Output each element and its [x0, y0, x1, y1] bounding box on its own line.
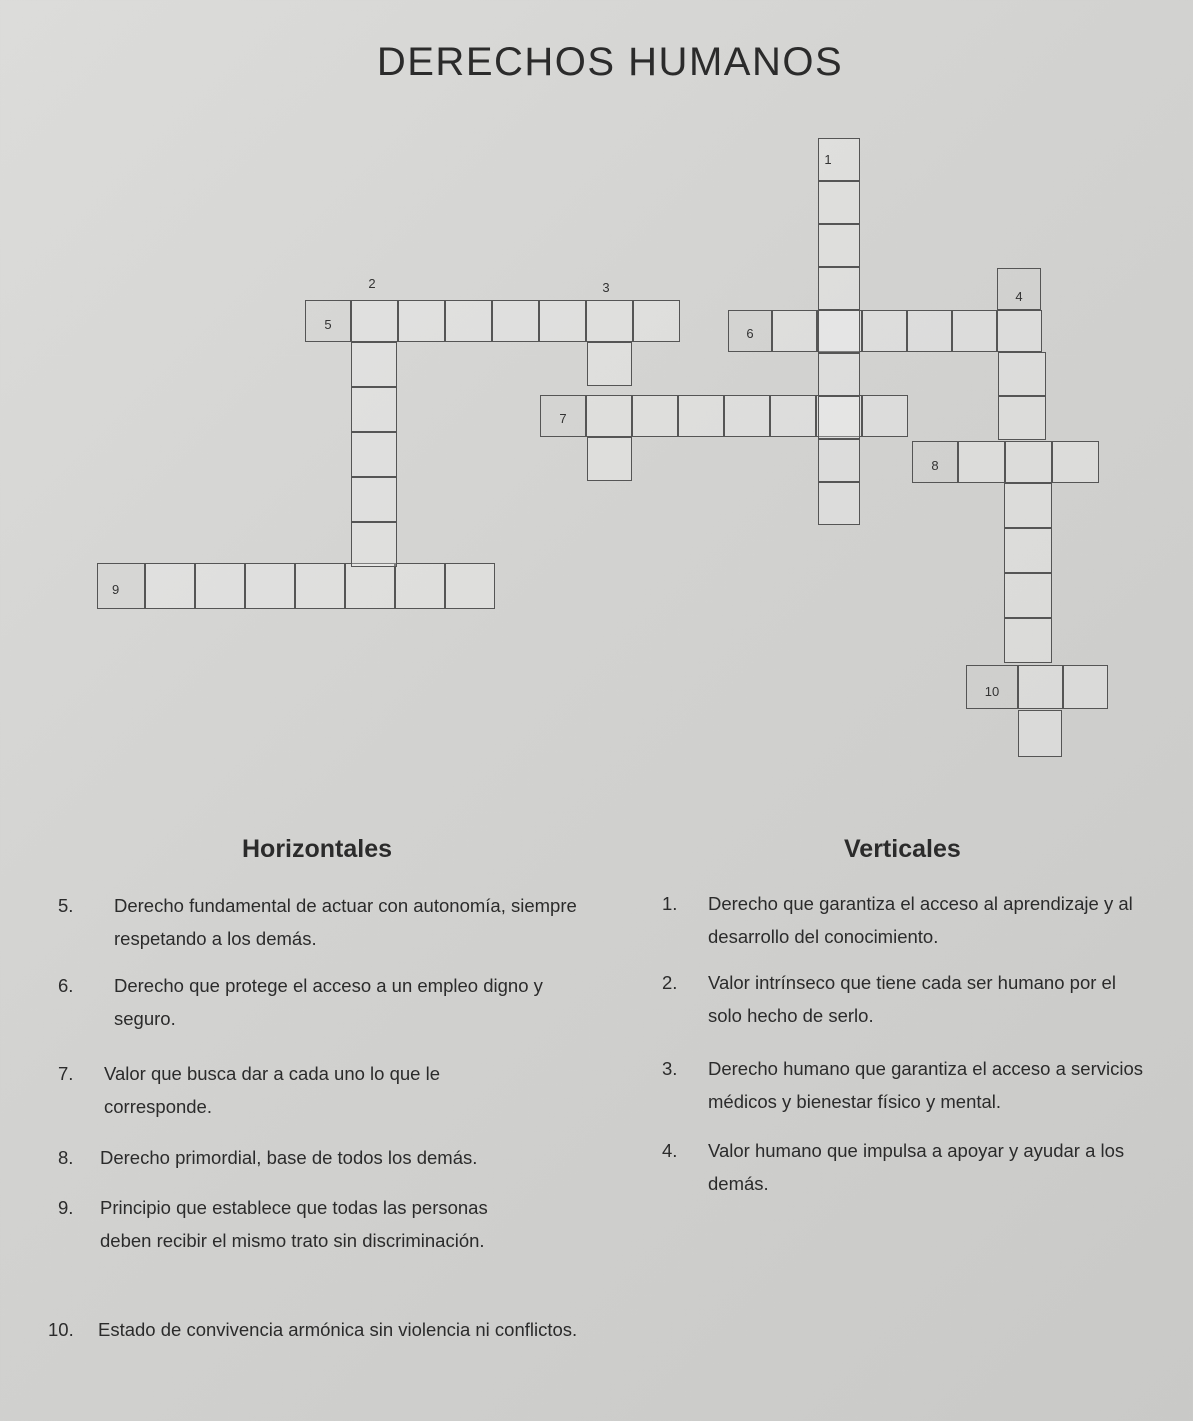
crossword-cell[interactable] — [395, 563, 445, 609]
crossword-cell[interactable] — [295, 563, 345, 609]
clue-across-6-text: Derecho que protege el acceso a un empleo digno y seguro. — [114, 975, 543, 1029]
clue-across-7-text: Valor que busca dar a cada uno lo que le corresponde. — [104, 1063, 440, 1117]
clue-down-4-text: Valor humano que impulsa a apoyar y ayudar a los demás. — [708, 1140, 1125, 1194]
crossword-cell[interactable] — [1004, 528, 1052, 573]
clue-down-4 — [662, 1134, 1187, 1200]
crossword-cell[interactable] — [351, 477, 397, 522]
crossword-cell[interactable] — [351, 522, 397, 567]
crossword-cell[interactable] — [1004, 618, 1052, 663]
clue-across-6 — [58, 969, 618, 1035]
crossword-cell[interactable] — [587, 437, 632, 481]
crossword-cell[interactable] — [587, 342, 632, 386]
clue-across-10-text: Estado de convivencia armónica sin violencia ni conflictos. — [98, 1319, 578, 1340]
crossword-cell[interactable] — [492, 300, 539, 342]
crossword-cell[interactable] — [998, 352, 1046, 396]
crossword-cell[interactable] — [398, 300, 445, 342]
crossword-cell[interactable] — [818, 181, 860, 224]
crossword-cell[interactable] — [351, 300, 398, 342]
crossword-cell[interactable] — [145, 563, 195, 609]
crossword-cell[interactable] — [998, 396, 1046, 440]
clue-number-8: 8 — [912, 441, 958, 483]
crossword-cell[interactable] — [1005, 441, 1052, 483]
clue-down-1-number: 1. — [662, 893, 678, 914]
crossword-cell[interactable] — [633, 300, 680, 342]
crossword-cell[interactable] — [351, 342, 397, 387]
clue-down-2 — [662, 966, 1182, 1032]
clue-across-6-number: 6. — [58, 975, 74, 996]
clue-number-1: 1 — [824, 152, 832, 167]
clue-down-3-number: 3. — [662, 1058, 678, 1079]
crossword-cell[interactable] — [351, 432, 397, 477]
clue-across-9-number: 9. — [58, 1197, 74, 1218]
crossword-cell[interactable] — [345, 563, 395, 609]
crossword-cell[interactable] — [351, 387, 397, 432]
crossword-cell[interactable] — [539, 300, 586, 342]
clue-across-5-number: 5. — [58, 895, 74, 916]
clue-across-8 — [58, 1141, 618, 1174]
clue-across-10 — [48, 1313, 608, 1346]
crossword-cell[interactable] — [818, 482, 860, 525]
crossword-cell[interactable] — [1063, 665, 1108, 709]
clue-number-5: 5 — [305, 300, 351, 342]
clue-down-3 — [662, 1052, 1182, 1118]
crossword-cell[interactable] — [724, 395, 770, 437]
crossword-cell[interactable] — [772, 310, 817, 352]
clue-across-5 — [58, 889, 618, 955]
crossword-cell[interactable] — [818, 310, 860, 353]
clue-down-4-number: 4. — [662, 1140, 678, 1161]
crossword-cell[interactable] — [195, 563, 245, 609]
clue-across-9 — [58, 1191, 618, 1257]
clue-number-3: 3 — [602, 280, 610, 295]
crossword-cell[interactable] — [818, 353, 860, 396]
crossword-cell[interactable] — [1018, 665, 1063, 709]
clue-across-7-number: 7. — [58, 1063, 74, 1084]
crossword-cell[interactable] — [862, 310, 907, 352]
clue-across-10-number: 10. — [48, 1319, 74, 1340]
clue-across-5-text: Derecho fundamental de actuar con autonomía, siempre respetando a los demás. — [114, 895, 577, 949]
crossword-cell[interactable] — [1052, 441, 1099, 483]
clue-number-10: 10 — [966, 665, 1018, 709]
page-title: DERECHOS HUMANOS — [376, 40, 844, 84]
crossword-cell[interactable] — [997, 310, 1042, 352]
crossword-cell[interactable] — [818, 439, 860, 482]
crossword-cell[interactable] — [632, 395, 678, 437]
crossword-cell[interactable] — [818, 396, 860, 439]
crossword-cell[interactable] — [952, 310, 997, 352]
crossword-cell[interactable] — [245, 563, 295, 609]
crossword-cell[interactable] — [445, 563, 495, 609]
clue-across-8-number: 8. — [58, 1147, 74, 1168]
horizontales-heading: Horizontales — [242, 835, 393, 863]
crossword-cell[interactable] — [818, 224, 860, 267]
crossword-cell[interactable] — [586, 300, 633, 342]
crossword-cell[interactable] — [445, 300, 492, 342]
verticales-heading: Verticales — [844, 835, 961, 863]
crossword-cell[interactable] — [818, 267, 860, 310]
clue-down-2-number: 2. — [662, 972, 678, 993]
crossword-cell[interactable] — [1018, 710, 1062, 757]
crossword-cell[interactable] — [1004, 483, 1052, 528]
clue-number-9: 9 — [97, 563, 145, 609]
clue-down-1-text: Derecho que garantiza el acceso al aprendizaje y al desarrollo del conocimiento. — [708, 893, 1133, 947]
crossword-cell[interactable] — [862, 395, 908, 437]
clue-number-7: 7 — [540, 395, 586, 437]
crossword-cell[interactable] — [907, 310, 952, 352]
crossword-cell[interactable] — [678, 395, 724, 437]
clue-across-7 — [58, 1057, 618, 1123]
clue-down-1 — [662, 887, 1182, 953]
crossword-cell[interactable] — [958, 441, 1005, 483]
clue-number-4: 4 — [997, 268, 1041, 310]
clue-number-2: 2 — [368, 276, 376, 291]
clue-down-3-text: Derecho humano que garantiza el acceso a servicios médicos y bienestar físico y mental. — [708, 1058, 1143, 1112]
clue-number-6: 6 — [728, 310, 772, 352]
clue-across-8-text: Derecho primordial, base de todos los demás. — [100, 1147, 478, 1168]
crossword-cell[interactable] — [586, 395, 632, 437]
crossword-cell[interactable] — [770, 395, 816, 437]
clue-across-9-text: Principio que establece que todas las personas deben recibir el mismo trato sin discriminación. — [100, 1197, 488, 1251]
crossword-cell[interactable] — [1004, 573, 1052, 618]
clue-down-2-text: Valor intrínseco que tiene cada ser humano por el solo hecho de serlo. — [708, 972, 1116, 1026]
